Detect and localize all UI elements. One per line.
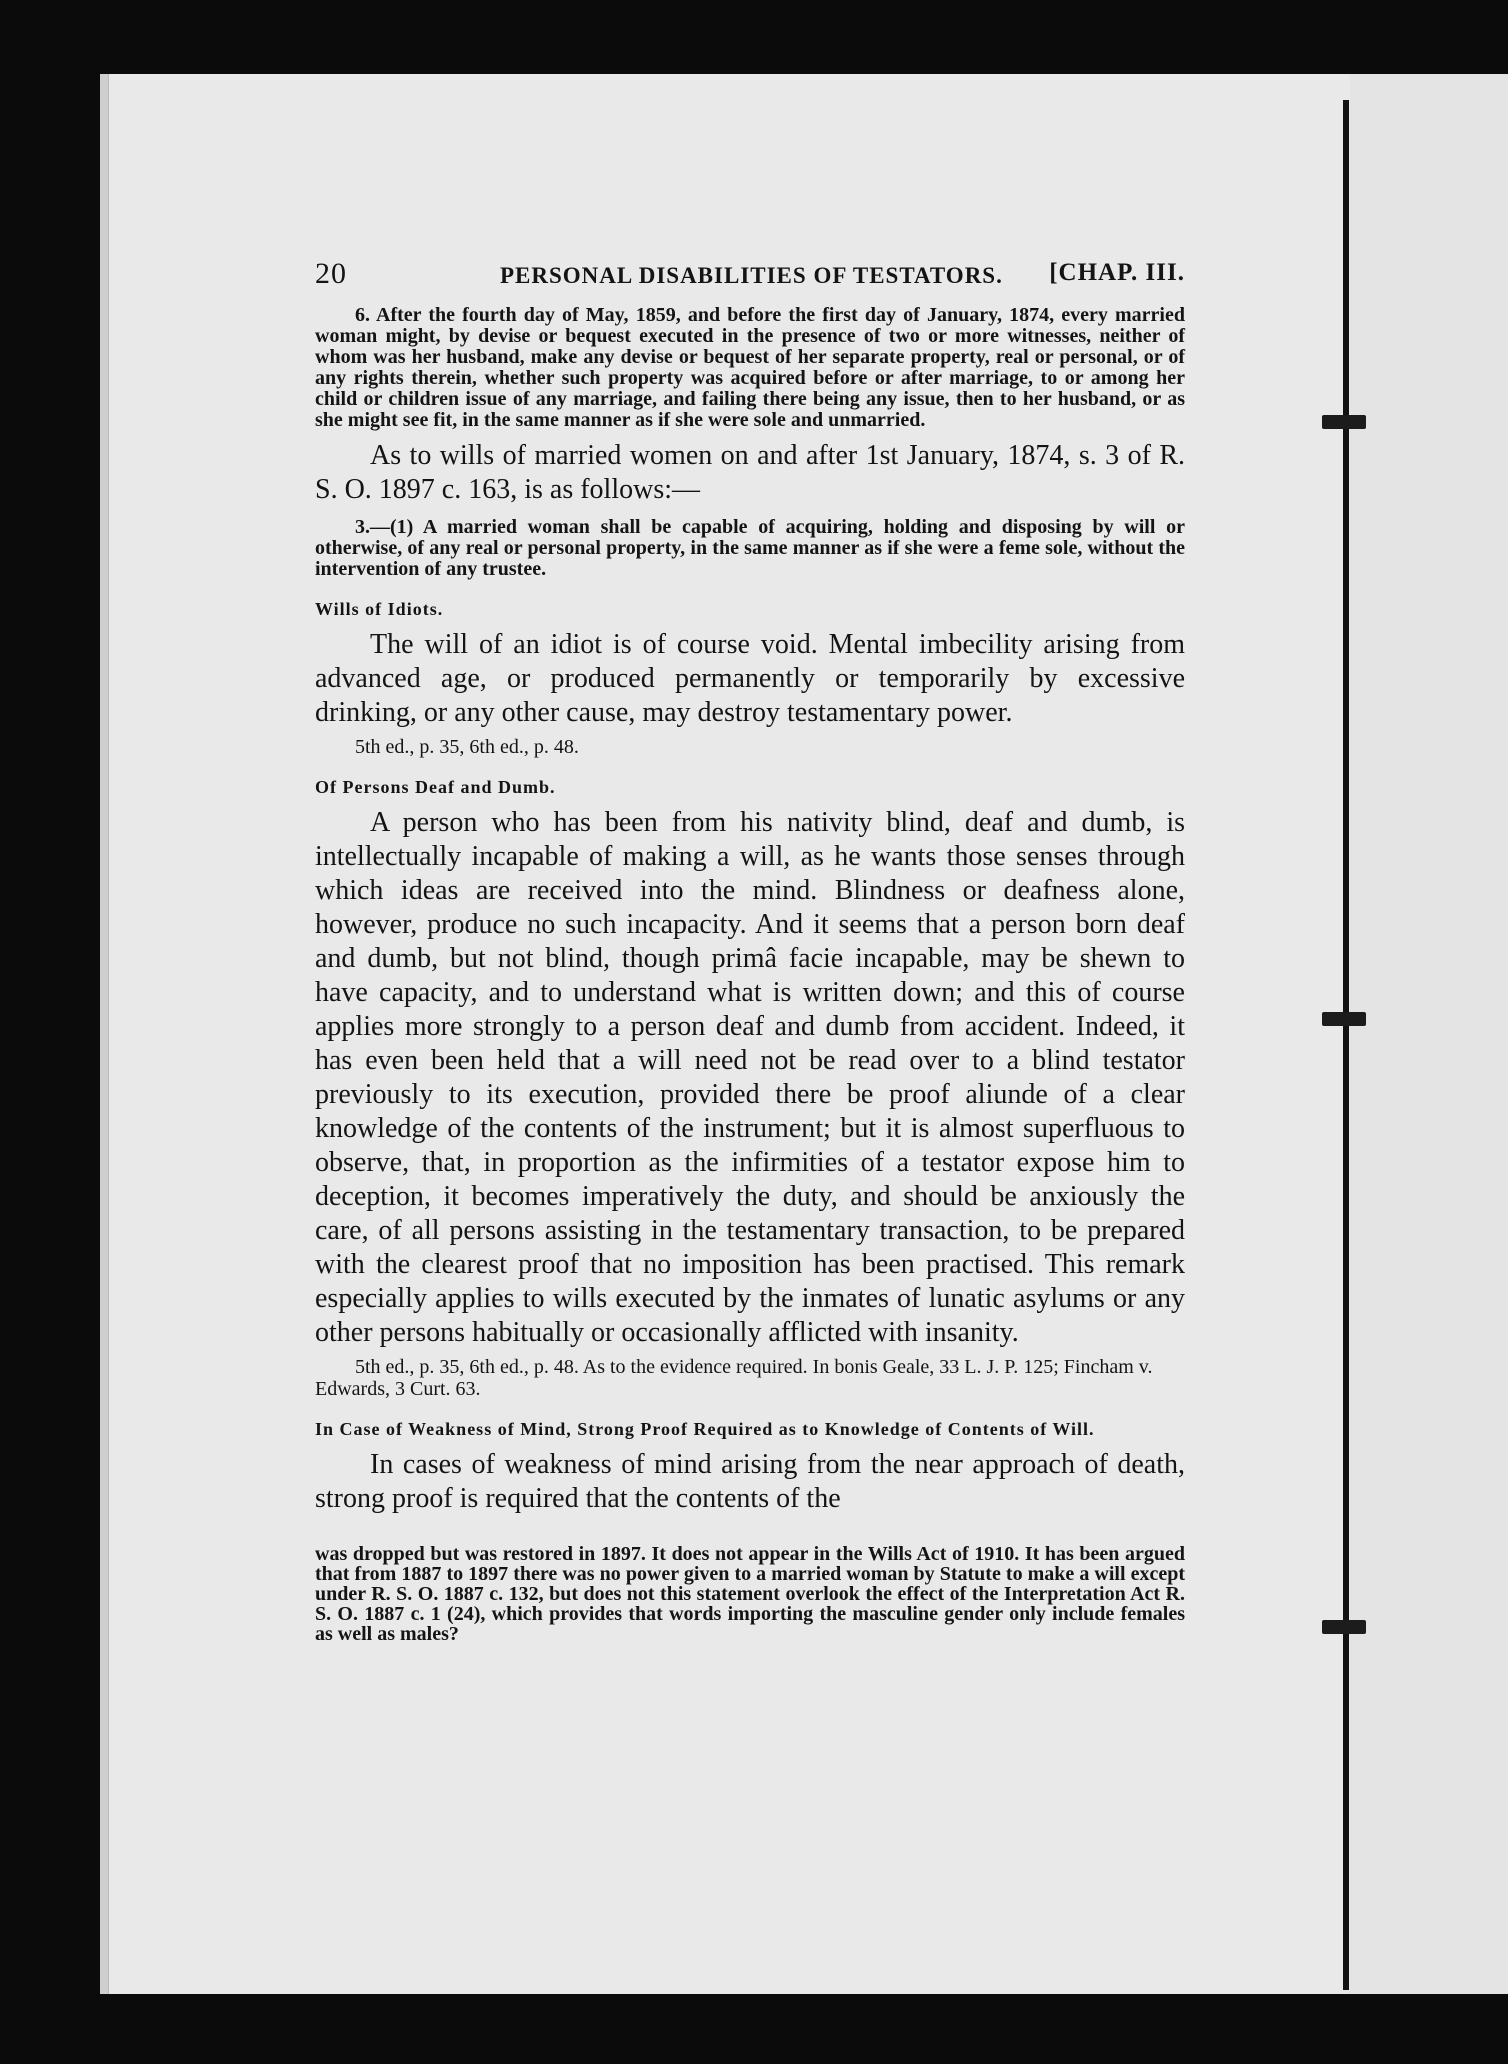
deaf-dumb-paragraph: A person who has been from his nativity blind, deaf and dumb, is intellectually incapable of making a will, as he wants those senses through which ideas are received into the mind. Blindness or deafness alone, however, produce no such incapacity. And it seems that a person born deaf and dumb, but not blind, though primâ facie incapable, may be shewn to have capacity, and to understand what is written down; and this of course applies more strongly to a person deaf and dumb from accident. Indeed, it has even been held that a will need not be read over to a blind testator previously to its execution, provided there be proof aliunde of a clear knowledge of the contents of the instrument; but it is almost superfluous to observe, that, in proportion as the infirmities of a testator expose him to deception, it becomes imperatively the duty, and should be anxiously the care, of all persons assisting in the testamentary transaction, to be prepared with the clearest proof that no imposition has been practised. This remark especially applies to wills executed by the inmates of lunatic asylums or any other persons habitually or occasionally afflicted with insanity. xyxy=(315,807,1185,1348)
chapter-label: [CHAP. III. xyxy=(1049,259,1185,286)
married-women-paragraph: As to wills of married women on and after 1st January, 1874, s. 3 of R. S. O. 1897 c. 163, is as follows:— xyxy=(315,440,1185,505)
heading-weakness-of-mind: In Case of Weakness of Mind, Strong Proof Required as to Knowledge of Contents of Will. xyxy=(315,1419,1095,1439)
page-number: 20 xyxy=(315,257,347,290)
heading-wills-of-idiots: Wills of Idiots. xyxy=(315,599,444,619)
weakness-paragraph: In cases of weakness of mind arising from the near approach of death, strong proof is required that the contents of the xyxy=(315,1449,1185,1514)
page-header xyxy=(315,255,1185,295)
idiots-citation: 5th ed., p. 35, 6th ed., p. 48. xyxy=(355,736,579,758)
deaf-dumb-citation: 5th ed., p. 35, 6th ed., p. 48. As to the evidence required. In bonis Geale, 33 L. J. P. 125; Fincham v. Edwards, 3 Curt. 63. xyxy=(315,1356,1153,1400)
binding-tick xyxy=(1322,415,1366,429)
running-title: PERSONAL DISABILITIES OF TESTATORS. xyxy=(500,263,1003,288)
section-3-text: 3.—(1) A married woman shall be capable of acquiring, holding and disposing by will or otherwise, of any real or personal property, in the same manner as if she were a feme sole, without the intervention of any trustee. xyxy=(315,516,1185,580)
section-6-text: 6. After the fourth day of May, 1859, and before the first day of January, 1874, every married woman might, by devise or bequest executed in the presence of two or more witnesses, neither of whom was her husband, make any devise or bequest of her separate property, real or personal, or of any rights therein, whether such property was acquired before or after marriage, to or among her child or children issue of any marriage, and failing there being any issue, then to her husband, or as she might see fit, in the same manner as if she were sole and unmarried. xyxy=(315,304,1185,431)
heading-deaf-and-dumb: Of Persons Deaf and Dumb. xyxy=(315,777,556,797)
idiots-paragraph: The will of an idiot is of course void. Mental imbecility arising from advanced age, or produced permanently or temporarily by excessive drinking, or any other cause, may destroy testamentary power. xyxy=(315,629,1185,728)
footnote: was dropped but was restored in 1897. It does not appear in the Wills Act of 1910. It has been argued that from 1887 to 1897 there was no power given to a married woman by Statute to make a will except under R. S. O. 1887 c. 132, but does not this statement overlook the effect of the Interpretation Act R. S. O. 1887 c. 1 (24), which provides that words importing the masculine gender only include females as well as males? xyxy=(315,1543,1185,1645)
page-content xyxy=(315,255,1185,1644)
page-edge xyxy=(100,74,109,1994)
binding-tick xyxy=(1322,1620,1366,1634)
binding-line xyxy=(1343,100,1349,1990)
facing-page-strip xyxy=(1350,74,1508,1994)
binding-tick xyxy=(1322,1012,1366,1026)
